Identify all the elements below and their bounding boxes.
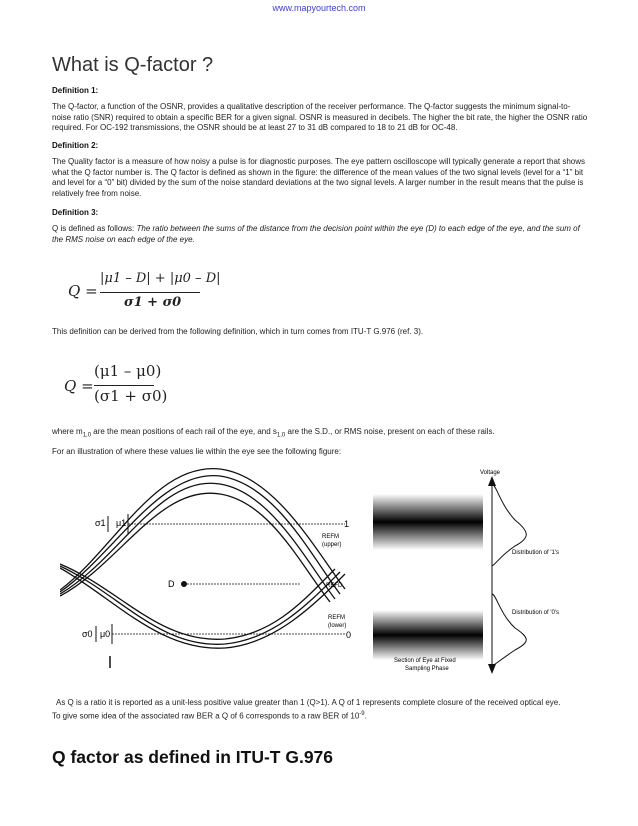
where-part-2: are the mean positions of each rail of the eye, and s	[91, 427, 277, 436]
equation-2-fraction-bar	[94, 385, 154, 386]
equation-2-lhs: Q =	[64, 377, 94, 395]
refm-upper-sub: (upper)	[322, 542, 342, 548]
d-label: D	[168, 579, 175, 589]
mu0-label: μ0	[100, 629, 111, 639]
section-heading: Q factor as defined in ITU-T G.976	[52, 747, 334, 767]
where-text	[52, 427, 588, 441]
sigma0-label: σ0	[82, 629, 93, 639]
derivation-text: This definition can be derived from the following definition, which in turn comes from ITU-T G.976 (ref. 3).	[52, 327, 424, 336]
level-0-label: 0	[346, 630, 352, 640]
closing-line-2-end: .	[364, 711, 367, 721]
closing-line-2-exponent: -9	[359, 710, 365, 717]
illustration-text: For an illustration of where these values lie within the eye see the following figure:	[52, 447, 342, 456]
equation-1-numerator: |μ1 – D| + |μ0 – D|	[100, 271, 221, 286]
distribution-0-label: Distribution of '0's	[512, 610, 559, 616]
refm-lower-label: REFM	[328, 615, 345, 621]
sigma1-label: σ1	[95, 518, 106, 528]
equation-2	[64, 362, 184, 410]
mu1-label: μ1	[116, 518, 127, 528]
equation-1	[68, 271, 221, 316]
definition-1-text: The Q-factor, a function of the OSNR, provides a qualitative description of the receiver performance. The Q-factor suggests the minimum signal-to-noise ratio (SNR) required to obtain a specific BER for a given signal. OSNR is measured in decibels. The higher the bit rate, the higher the OSNR ratio required. For OC-192 transmissions, the OSNR should be at least 27 to 31 dB compared to 18 to 21 dB for OC-48.	[52, 102, 588, 133]
decision-point	[181, 581, 187, 587]
section-caption-1: Section of Eye at Fixed	[394, 658, 456, 664]
definition-2-heading: Definition 2:	[52, 141, 99, 150]
site-url[interactable]: www.mapyourtech.com	[272, 3, 366, 13]
where-part-3: are the S.D., or RMS noise, present on each of these rails.	[285, 427, 495, 436]
equation-2-numerator: (μ1 – μ0)	[94, 362, 162, 380]
definition-2-text: The Quality factor is a measure of how noisy a pulse is for diagnostic purposes. The eye pattern oscilloscope will typically generate a report that shows what the Q factor number is. The Q factor is defined as shown in the figure: the difference of the mean values of the two signal levels (level for a “1” bit and level for a “0” bit) divided by the sum of the noise standard deviations at the two signal levels. A larger number in the result means that the pulse is relatively free from noise.	[52, 157, 586, 198]
where-sub-1: 1,0	[82, 432, 92, 439]
closing-paragraph	[52, 698, 612, 722]
eye-diagram-figure	[60, 464, 580, 674]
where-part-1: where m	[52, 427, 83, 436]
eye-upper-curves	[60, 469, 345, 602]
closing-line-2-text: To give some idea of the associated raw BER a Q of 6 corresponds to a raw BER of 10	[52, 711, 360, 721]
voltage-label: Voltage	[480, 470, 501, 476]
definition-3-heading: Definition 3:	[52, 208, 99, 217]
definition-3-intro: Q is defined as follows:	[52, 224, 137, 233]
refd-label: REFD	[326, 583, 343, 589]
definition-3-italic: The ratio between the sums of the distance from the decision point within the eye (D) to each edge of the eye, and the sum of the RMS noise on each edge of the eye.	[52, 224, 580, 244]
equation-2-denominator: (σ1 + σ0)	[94, 387, 168, 405]
distribution-0-curve	[492, 594, 526, 666]
equation-1-fraction-bar	[100, 292, 200, 293]
eye-section-lower-band	[373, 610, 483, 660]
eye-section-upper-band	[373, 494, 483, 550]
refm-upper-label: REFM	[322, 534, 339, 540]
section-caption-2: Sampling Phase	[405, 666, 449, 672]
refm-lower-sub: (lower)	[328, 623, 347, 629]
where-sub-2: 1,0	[276, 432, 286, 439]
page-title: What is Q-factor ?	[52, 54, 214, 76]
definition-3-text	[52, 224, 588, 245]
equation-1-lhs: Q =	[68, 282, 98, 300]
closing-line-1: As Q is a ratio it is reported as a unit-less positive value greater than 1 (Q>1). A Q of 1 represents complete closure of the received optical eye.	[56, 698, 561, 707]
equation-1-denominator: σ1 + σ0	[124, 295, 182, 310]
definition-1-heading: Definition 1:	[52, 86, 99, 95]
distribution-1-label: Distribution of '1's	[512, 550, 559, 556]
level-1-label: 1	[344, 519, 350, 529]
closing-line-2	[52, 709, 612, 722]
